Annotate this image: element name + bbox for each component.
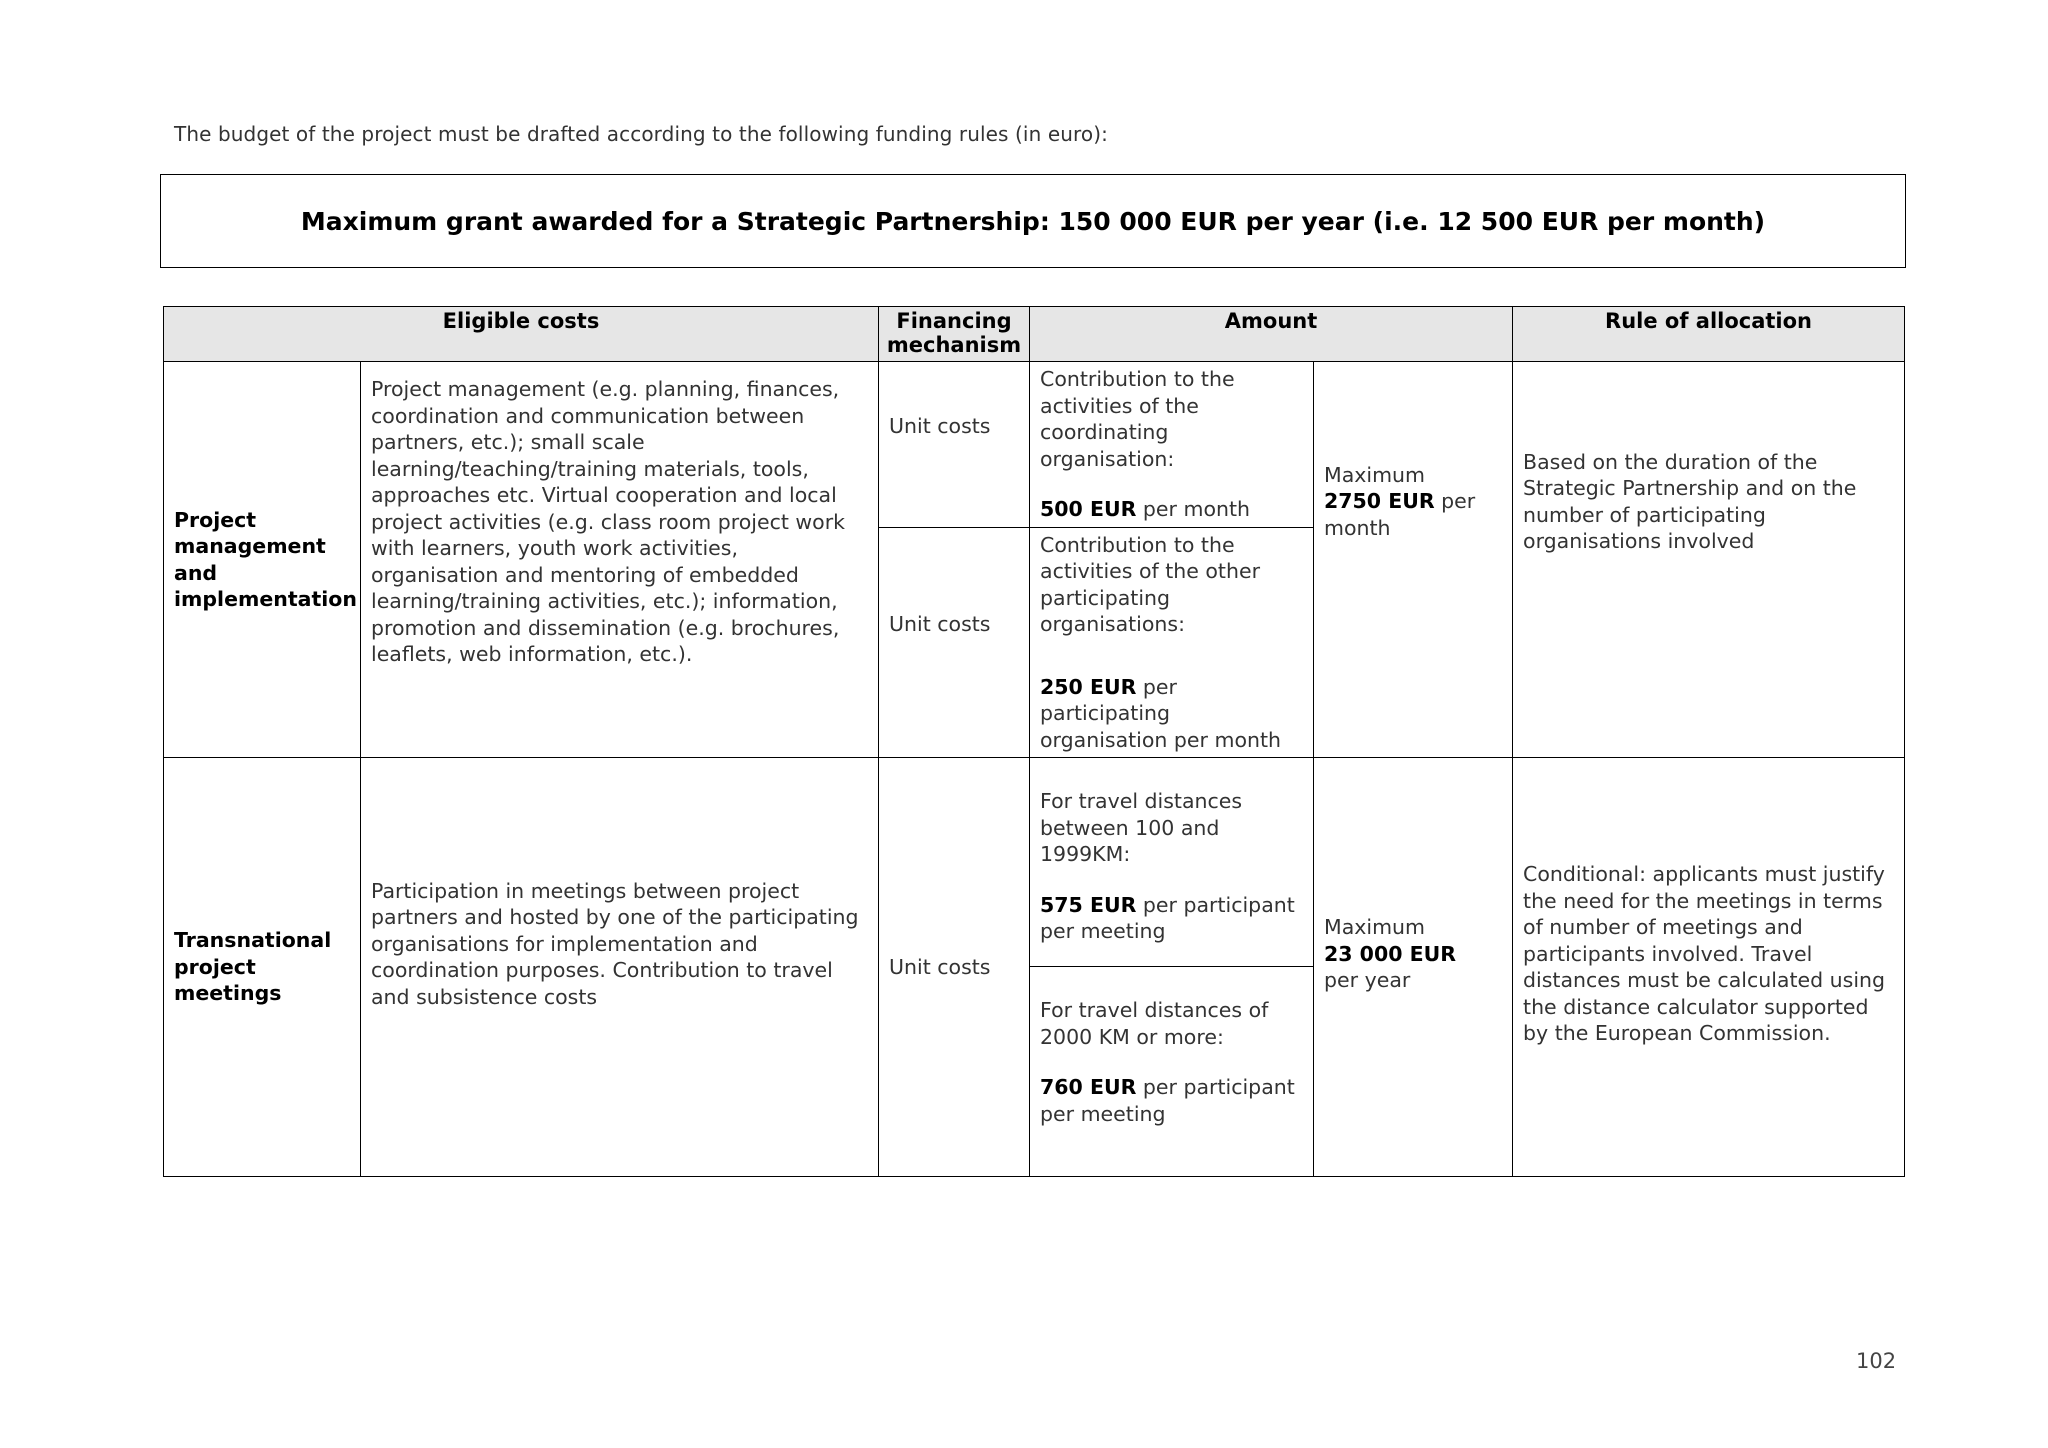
maximum-label: Maximum	[1324, 462, 1426, 487]
amount-value: 760 EUR	[1040, 1075, 1137, 1099]
amount-cell	[1030, 967, 1314, 1177]
amount-unit: per participant per meeting	[1040, 892, 1295, 943]
funding-rules-table	[163, 306, 1905, 1177]
amount-value: 575 EUR	[1040, 892, 1137, 917]
amount-unit: per participant per meeting	[1040, 1075, 1295, 1126]
maximum-value: 23 000 EUR	[1324, 941, 1457, 966]
amount-text: For travel distances of 2000 KM or more:	[1040, 998, 1269, 1049]
table-row	[164, 362, 1905, 528]
amount-value-line	[1040, 892, 1303, 945]
amount-cell	[1030, 758, 1314, 967]
page-number: 102	[1856, 1349, 1897, 1373]
maximum-unit: per year	[1324, 968, 1411, 993]
amount-text: Contribution to the activities of the coordinating organisation:	[1040, 367, 1235, 471]
mechanism-cell: Unit costs	[879, 362, 1030, 528]
amount-unit: per participating organisation per month	[1040, 674, 1282, 752]
table-row	[164, 758, 1905, 967]
amount-value: 250 EUR	[1040, 674, 1137, 699]
category-cell: Transnational project meetings	[164, 758, 361, 1177]
category-cell: Project management and implementation	[164, 362, 361, 758]
header-financing-mechanism: Financing mechanism	[879, 307, 1030, 362]
maximum-unit: per month	[1324, 489, 1476, 540]
amount-value-line	[1040, 1074, 1303, 1127]
description-cell: Participation in meetings between project partners and hosted by one of the participating organisations for implementation and coordination purposes. Contribution to travel and subsistence costs	[361, 758, 879, 1177]
rule-cell: Based on the duration of the Strategic Partnership and on the number of participating organisations involved	[1513, 362, 1905, 758]
max-grant-box	[160, 174, 1906, 268]
amount-value-line	[1040, 674, 1303, 754]
amount-unit: per month	[1136, 497, 1251, 521]
maximum-cell	[1314, 362, 1513, 758]
maximum-label: Maximum	[1324, 915, 1426, 940]
intro-text: The budget of the project must be drafted according to the following funding rules (in euro):	[174, 122, 1108, 146]
table-header-row	[164, 307, 1905, 362]
header-rule-of-allocation: Rule of allocation	[1513, 307, 1905, 362]
mechanism-cell: Unit costs	[879, 527, 1030, 758]
amount-text: Contribution to the activities of the other participating organisations:	[1040, 532, 1261, 636]
amount-cell	[1030, 362, 1314, 528]
maximum-value: 2750 EUR	[1324, 489, 1435, 514]
mechanism-cell: Unit costs	[879, 758, 1030, 1177]
rule-cell: Conditional: applicants must justify the need for the meetings in terms of number of meetings and participants involved. Travel distances must be calculated using the distance calculator supported by the European Commission.	[1513, 758, 1905, 1177]
description-cell: Project management (e.g. planning, finances, coordination and communication between partners, etc.); small scale learning/teaching/training materials, tools, approaches etc. Virtual cooperation and local project activities (e.g. class room project work with learners, youth work activities, organisation and mentoring of embedded learning/training activities, etc.); information, promotion and dissemination (e.g. brochures, leaflets, web information, etc.).	[361, 362, 879, 758]
header-eligible-costs: Eligible costs	[164, 307, 879, 362]
maximum-cell	[1314, 758, 1513, 1177]
amount-value-line	[1040, 496, 1303, 523]
amount-value: 500 EUR	[1040, 497, 1137, 521]
amount-text: For travel distances between 100 and 1999KM:	[1040, 789, 1243, 866]
max-grant-text: Maximum grant awarded for a Strategic Partnership: 150 000 EUR per year (i.e. 12 500 EUR per month)	[300, 206, 1766, 236]
amount-cell	[1030, 527, 1314, 758]
header-amount: Amount	[1030, 307, 1513, 362]
